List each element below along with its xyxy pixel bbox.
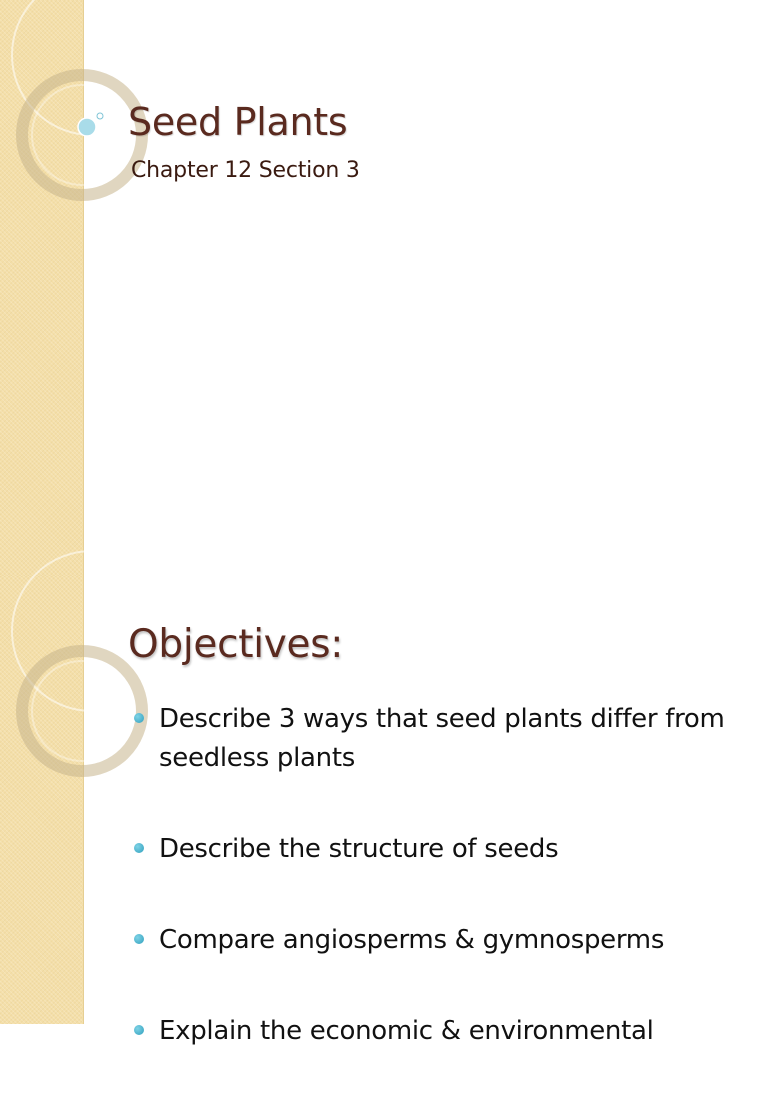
ring-decoration: [0, 576, 120, 776]
list-item: [134, 1012, 754, 1051]
objectives-heading: Objectives:: [128, 622, 344, 667]
bullet-dot-icon: [134, 1025, 144, 1035]
ring-decoration: [0, 0, 120, 200]
list-item-text: Explain the economic & environmental: [159, 1016, 654, 1046]
slide-objectives: [0, 576, 768, 1046]
list-item-text: Compare angiosperms & gymnosperms: [159, 925, 665, 955]
slide-subtitle-text: Chapter 12 Section 3: [131, 158, 360, 183]
list-item-text: Describe 3 ways that seed plants differ from seedless plants: [159, 704, 725, 773]
list-item: [134, 830, 754, 869]
bubble-icon: [78, 118, 96, 136]
slide-title-text: Seed Plants: [128, 100, 348, 144]
list-item-text: Describe the structure of seeds: [159, 834, 559, 864]
list-item: [134, 921, 754, 960]
bullet-dot-icon: [134, 843, 144, 853]
list-item: [134, 700, 754, 778]
bullet-dot-icon: [134, 934, 144, 944]
objectives-list: [134, 700, 754, 1103]
bullet-dot-icon: [134, 713, 144, 723]
